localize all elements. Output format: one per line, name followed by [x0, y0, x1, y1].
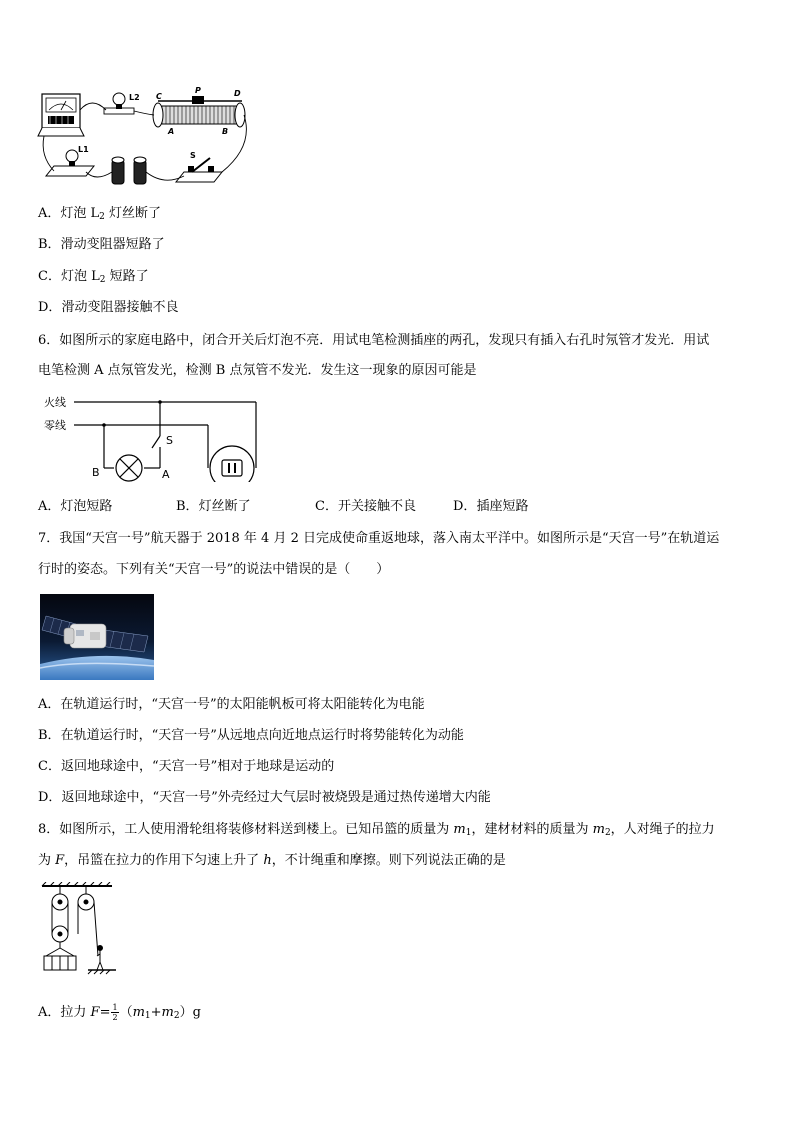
option-text: 插座短路: [476, 499, 529, 514]
q7-stem-line2: 行时的姿态。下列有关“天宫一号”的说法中错误的是（ ）: [38, 562, 390, 577]
option-label: C．: [38, 759, 61, 774]
option-text: 返回地球途中，“天宫一号”相对于地球是运动的: [60, 759, 335, 774]
option-label: B．: [38, 237, 61, 252]
label-point-b: B: [92, 466, 100, 479]
option-text: 灯丝断了: [198, 499, 251, 514]
var-f: F: [90, 1005, 100, 1020]
subscript: 1: [144, 1011, 151, 1021]
option-text: 滑动变阻器短路了: [60, 237, 165, 252]
subscript: 2: [604, 828, 611, 838]
q6-stem-line2: 电笔检测 A 点氖管发光，检测 B 点氖管不发光．发生这一现象的原因可能是: [38, 363, 477, 378]
subscript: 2: [99, 275, 106, 285]
q6-stem-line1: 6．如图所示的家庭电路中，闭合开关后灯泡不亮．用试电笔检测插座的两孔，发现只有插入右孔时氖管才发光．用试: [38, 333, 710, 348]
label-s: S: [190, 151, 196, 160]
option-text: 滑动变阻器接触不良: [61, 300, 179, 315]
q7-option-c: [38, 758, 334, 776]
var-m2: m: [592, 822, 605, 837]
fraction-denominator: 2: [112, 1013, 118, 1022]
label-p: P: [195, 86, 201, 95]
stem-text: 8．如图所示，工人使用滑轮组将装修材料送到楼上。已知吊篮的质量为: [38, 822, 454, 837]
option-text: 短路了: [105, 269, 149, 284]
option-label: D．: [453, 499, 477, 514]
option-label: A．: [38, 206, 61, 221]
option-text: 在轨道运行时，“天宫一号”的太阳能帆板可将太阳能转化为电能: [60, 697, 425, 712]
var-f: F: [55, 853, 65, 868]
option-text: 灯丝断了: [104, 206, 162, 221]
q8-stem-line2: [38, 852, 506, 870]
q7-option-b: [38, 727, 464, 745]
var-h: h: [263, 853, 272, 868]
q5-option-b: [38, 236, 165, 254]
q6-option-b: [176, 498, 251, 516]
label-l2: L2: [129, 93, 140, 102]
option-label: A．: [38, 697, 61, 712]
option-text: 灯泡 L: [60, 206, 100, 221]
label-c: C: [156, 92, 162, 101]
fraction-numerator: 1: [112, 1003, 118, 1012]
stem-text: ，建材材料的质量为: [471, 822, 593, 837]
option-text: 开关接触不良: [337, 499, 416, 514]
tiangong-spacecraft-photo: [40, 594, 154, 680]
label-b: B: [222, 127, 229, 136]
stem-text: 为: [38, 853, 56, 868]
q8-stem-line1: [38, 821, 715, 842]
q5-option-d: [38, 299, 178, 317]
fraction-one-half: [111, 1003, 118, 1022]
household-circuit-figure-q6: [40, 392, 262, 482]
option-label: D．: [38, 790, 62, 805]
subscript: 2: [173, 1011, 180, 1021]
label-d: D: [234, 89, 241, 98]
option-label: C．: [38, 269, 61, 284]
option-text: 灯泡短路: [60, 499, 113, 514]
option-text: 在轨道运行时，“天宫一号”从远地点向近地点运行时将势能转化为动能: [60, 728, 464, 743]
option-label: D．: [38, 300, 62, 315]
option-text: 灯泡 L: [60, 269, 100, 284]
var-m1: m: [453, 822, 466, 837]
var-m1: m: [132, 1005, 145, 1020]
paren-open: （: [119, 1005, 133, 1020]
subscript: 1: [465, 828, 472, 838]
label-live-wire: 火线: [44, 396, 66, 409]
circuit-figure-q5: [36, 86, 258, 190]
q6-option-c: [315, 498, 416, 516]
q6-option-a: [38, 498, 112, 516]
pulley-system-figure: [40, 882, 120, 976]
subscript: 2: [99, 212, 105, 222]
stem-text: ，不计绳重和摩擦。则下列说法正确的是: [271, 853, 506, 868]
label-switch-s: S: [166, 434, 173, 447]
q6-option-d: [453, 498, 528, 516]
equals-sign: =: [99, 1005, 111, 1020]
label-neutral-wire: 零线: [44, 419, 66, 432]
q5-option-a: [38, 205, 161, 226]
label-point-a: A: [162, 468, 170, 481]
paren-close: ）g: [179, 1005, 201, 1020]
label-l1: L1: [78, 145, 89, 154]
option-text: 返回地球途中，“天宫一号”外壳经过大气层时被烧毁是通过热传递增大内能: [61, 790, 491, 805]
q7-option-d: [38, 789, 491, 807]
option-text: 拉力: [60, 1005, 91, 1020]
stem-text: ，人对绳子的拉力: [610, 822, 715, 837]
option-label: B．: [38, 728, 61, 743]
q8-option-a: [38, 1002, 201, 1027]
q7-stem-line1: 7．我国“天宫一号”航天器于 2018 年 4 月 2 日完成使命重返地球，落入南太平洋中。如图所示是“天宫一号”在轨道运: [38, 531, 720, 546]
plus-sign: +: [150, 1005, 162, 1020]
option-label: C．: [315, 499, 338, 514]
label-a: A: [168, 127, 175, 136]
q7-option-a: [38, 696, 425, 714]
stem-text: ，吊篮在拉力的作用下匀速上升了: [64, 853, 264, 868]
q5-option-c: [38, 268, 149, 289]
var-m2: m: [161, 1005, 174, 1020]
option-label: A．: [38, 499, 61, 514]
option-label: A．: [38, 1005, 61, 1020]
option-label: B．: [176, 499, 199, 514]
